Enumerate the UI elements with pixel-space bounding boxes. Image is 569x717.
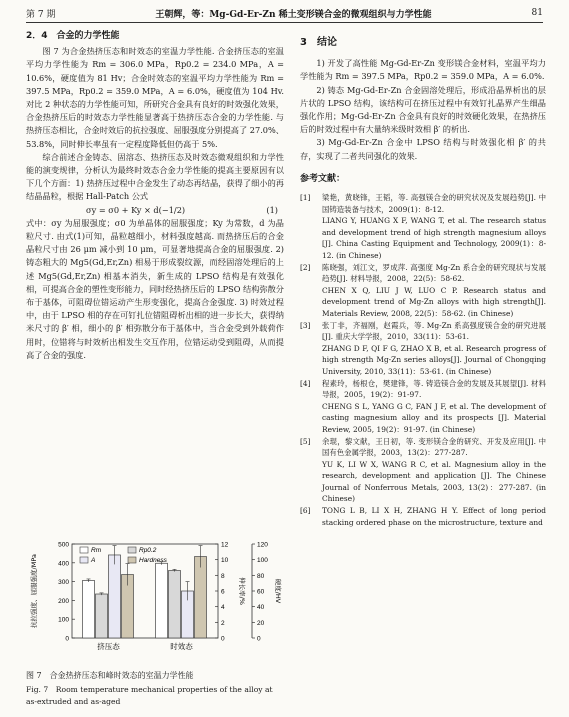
legend-label: Rp0.2 (139, 547, 157, 554)
y-tick-label: 0 (65, 635, 69, 643)
reference-number: [5] (300, 436, 311, 446)
bar-rm (156, 563, 168, 638)
running-title: 王朝辉，等：Mg-Gd-Er-Zn 稀土变形镁合金的微观组织与力学性能 (155, 9, 432, 20)
y3-tick-label: 60 (257, 588, 265, 596)
left-column (26, 30, 284, 362)
reference-item (300, 262, 546, 320)
reference-translation: YU K, LI W X, WANG R C, et al. Magnesium alloy in the research, development and application [J]. The Chinese Journal of Nonferrous Metals, 2003, 13(2)：277-287. (in Chinese) (322, 459, 546, 504)
y-tick-label: 200 (58, 597, 69, 605)
paragraph-mechanical-3: 式中：σy 为屈服强度；σ0 为单晶体的屈服强度；Ky 为常数，d 为晶粒尺寸. 由式(1)可知，晶粒越细小，材料强度越高. 而热挤压后的合金晶粒尺寸由 26 μm 减小到 10 μm，可显著地提高合金的屈服强度. 2) 铸态粗大的 Mg5(Gd,Er,Zn) 相易于形成裂纹源，而经固溶处理后的上述 Mg5(Gd,Er,Zn) 相基本消失，新生成的 LPSO 结构是有效强化相，可提高合金的塑性变形能力，同时经热挤压后的 LPSO 结构弥散分布于基体，可阻碍位错运动产生形变强化，提高合金强度. 3) 时效过程中，由于 LPSO 相的存在可钉扎位错阻碍析出相的进一步长大，获得纳米尺寸的 β′ 相，细小的 β′ 相弥散分布于基体中，当合金受到外载荷作用时，位错将与时效析出相发生交互作用，位错运动受到阻碍，从而提高了合金的强度. (26, 217, 284, 360)
references-title: 参考文献： (300, 173, 346, 184)
reference-number: [2] (300, 262, 311, 272)
conclusion-3: 3) Mg-Gd-Er-Zn 合金中 LPSO 结构与时效强化相 β′ 的共存，实现了二者共同强化的效果. (300, 137, 546, 161)
legend-swatch (80, 547, 88, 553)
y-tick-label: 400 (58, 560, 69, 568)
legend-label: A (91, 557, 96, 564)
reference-translation: CHEN X Q, LIU J W, LUO C P. Research status and development trend of Mg-Zn alloys with high strength[J]. Materials Review, 2008, 22(5)：58-62. (in Chinese) (322, 285, 546, 318)
reference-item (300, 378, 546, 436)
legend-swatch (128, 557, 136, 563)
legend-label: Hardness (139, 557, 167, 564)
conclusion-2: 2) 铸态 Mg-Gd-Er-Zn 合金固溶处理后，形成沿晶界析出的层片状的 LPSO 结构，该结构可在挤压过程中有效钉扎晶界产生细晶强化作用；Mg-Gd-Er-Zn 合金具有良好的时效硬化效果，在热挤压后的时效过程中有大量纳米级时效相 β′ 的析出. (300, 84, 546, 135)
figure-7-chart (26, 538, 284, 668)
legend-swatch (128, 547, 136, 553)
reference-number: [1] (300, 193, 311, 203)
y3-tick-label: 120 (257, 541, 268, 549)
y2-tick-label: 4 (221, 604, 225, 612)
reference-original: 程素玲，杨根仓，樊建锋，等. 铸造镁合金的发展及其展望[J]. 材料导报，2005，19(2)：91-97. (322, 378, 546, 400)
page-number: 81 (531, 8, 543, 18)
reference-text (322, 192, 546, 262)
reference-list (300, 192, 546, 528)
reference-text (322, 378, 546, 436)
y3-axis-label: 硬度/HV (274, 578, 282, 604)
reference-item (300, 192, 546, 262)
paragraph-mechanical-2: 综合前述合金铸态、固溶态、热挤压态及时效态微观组织和力学性能的演变规律，分析认为最终时效态合金力学性能的提高主要原因有以下几个方面：1) 热挤压过程中合金发生了动态再结晶，获得了细小的再结晶晶粒，根据 Hall-Patch 公式 (26, 151, 284, 202)
section-title-conclusion: 3 结论 (300, 37, 337, 48)
figure-caption-cn: 图 7 合金热挤压态和峰时效态的室温力学性能 (26, 671, 194, 680)
reference-translation: ZHANG D F, QI F G, ZHAO X B, et al. Research progress of high strength Mg-Zn series alloys[J]. Journal of Chongqing University, 2010, 33(11)：53-61. (in Chinese) (322, 343, 546, 376)
reference-original: 张丁非，齐福刚，赵霞兵，等. Mg-Zn 系高强度镁合金的研究进展[J]. 重庆大学学报，2010，33(11)：53-61. (322, 320, 546, 342)
y-axis-label: 抗拉强度、屈服强度/MPa (30, 554, 38, 628)
figure-caption-en: Fig. 7 Room temperature mechanical properties of the alloy at as-extruded and as-aged (26, 685, 273, 706)
reference-number: [4] (300, 378, 311, 388)
y2-tick-label: 10 (221, 557, 229, 565)
running-header (26, 4, 543, 23)
bar-hardness (195, 557, 207, 638)
paragraph-mechanical-1: 图 7 为合金热挤压态和时效态的室温力学性能. 合金挤压态的室温平均力学性能为 Rm = 306.0 MPa，Rp0.2 = 234.0 MPa，A = 10.6%，硬度值为 81 Hv；合金时效态的室温平均力学性能为 Rm = 397.5 MPa，Rp0.2 = 359.0 MPa，A = 6.0%，硬度值为 104 Hv. 对比 2 种状态的力学性能可知，所研究合金具有良好的时效强化效果，合金热挤压后的时效态力学性能显著高于热挤压态合金的力学性能. 与热挤压态相比，合金时效后的抗拉强度、屈服强度分别提高了 27.0%、53.8%，同时伸长率虽有一定程度降低但仍高于 5%. (26, 46, 284, 149)
reference-number: [6] (300, 506, 311, 516)
y3-tick-label: 100 (257, 557, 268, 565)
reference-item (300, 505, 546, 528)
y2-tick-label: 8 (221, 572, 225, 580)
issue-number: 第 7 期 (26, 9, 56, 20)
reference-text (322, 262, 546, 320)
x-category-label: 挤压态 (97, 642, 120, 651)
y-tick-label: 100 (58, 616, 69, 624)
y2-axis-label: 伸长率/% (238, 577, 246, 605)
bar-rm (83, 580, 95, 638)
x-category-label: 时效态 (170, 642, 193, 651)
reference-text (322, 505, 546, 528)
reference-translation: CHENG S L, YANG G C, FAN J F, et al. The development of casting magnesium alloy and its prospects [J]. Material Review, 2005, 19(2)：91-97. (in Chinese) (322, 401, 546, 434)
reference-text (322, 436, 546, 506)
y3-tick-label: 40 (257, 604, 265, 612)
bar-rp02 (96, 594, 108, 638)
legend-swatch (80, 557, 88, 563)
reference-original: 余琨，黎文献，王日初，等. 变形镁合金的研究、开发及应用[J]. 中国有色金属学报，2003，13(2)：277-287. (322, 436, 546, 458)
y-tick-label: 300 (58, 579, 69, 587)
reference-original: TONG L B, LI X H, ZHANG H Y. Effect of long period stacking ordered phase on the microstructure, texture and (322, 506, 546, 527)
bar-a (109, 555, 121, 638)
equation-body: σy = σ0 + Ky × d(−1/2) (86, 204, 186, 215)
section-title-2-4: 2．4 合金的力学性能 (26, 31, 120, 41)
y3-tick-label: 20 (257, 619, 265, 627)
bar-rp02 (169, 571, 181, 638)
reference-item (300, 436, 546, 506)
y2-tick-label: 12 (221, 541, 229, 549)
reference-original: 陈晓强，刘江文，罗成萍. 高强度 Mg-Zn 系合金的研究现状与发展趋势[J]. 材料导报，2008，22(5)：58-62. (322, 262, 546, 284)
conclusion-1: 1) 开发了高性能 Mg-Gd-Er-Zn 变形镁合金材料，室温平均力学性能为 Rm = 397.5 MPa，Rp0.2 = 359.0 MPa，A = 6.0%. (300, 58, 546, 82)
y2-tick-label: 2 (221, 619, 225, 627)
y3-tick-label: 80 (257, 572, 265, 580)
y3-tick-label: 0 (257, 635, 261, 643)
y2-tick-label: 0 (221, 635, 225, 643)
reference-original: 梁艳，黄晓锋，王韬，等. 高强镁合金的研究状况及发展趋势[J]. 中国铸造装备与技术，2009(1)：8-12. (322, 193, 546, 214)
equation-hall-petch (26, 204, 284, 217)
legend-label: Rm (91, 547, 102, 554)
reference-number: [3] (300, 320, 311, 330)
y-tick-label: 500 (58, 541, 69, 549)
y2-tick-label: 6 (221, 588, 225, 596)
right-column (300, 30, 546, 528)
reference-translation: LIANG Y, HUANG X F, WANG T, et al. The research status and development trend of high strength magnesium alloys [J]. China Casting Equipment and Technology, 2009(1)：8-12. (in Chinese) (322, 216, 546, 260)
reference-text (322, 320, 546, 378)
equation-number: (1) (266, 204, 278, 215)
reference-item (300, 320, 546, 378)
